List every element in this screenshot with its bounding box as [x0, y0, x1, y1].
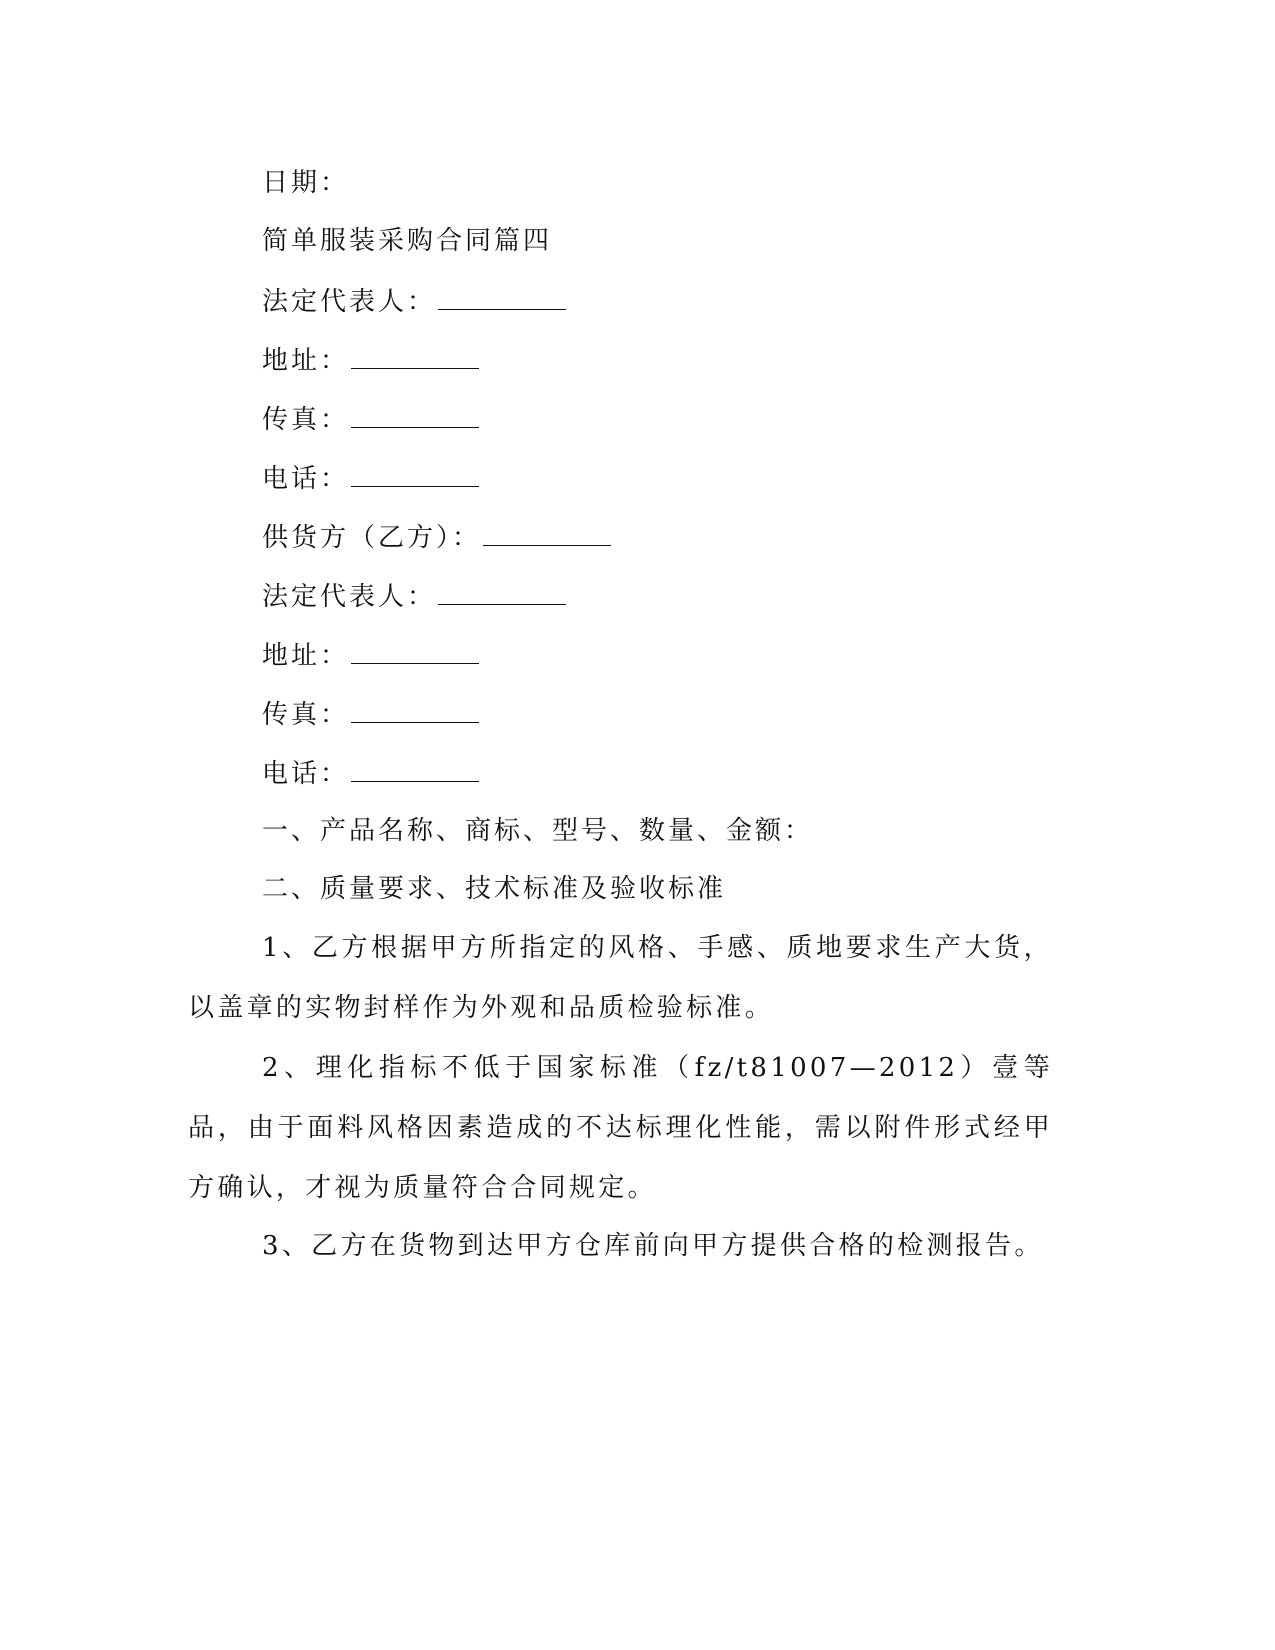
supplier-title-label: 供货方（乙方）：	[262, 523, 482, 553]
date-label: 日期：	[262, 168, 350, 198]
clause2-item-1: 1、乙方根据甲方所指定的风格、手感、质地要求生产大货，以盖章的实物封样作为外观和品质检验标准。	[188, 933, 1053, 1023]
buyer-address-row	[262, 346, 479, 374]
supplier-rep-row	[262, 582, 566, 610]
buyer-address-label: 地址：	[262, 346, 350, 376]
supplier-title-row	[262, 523, 611, 551]
clause1-heading: 一、产品名称、商标、型号、数量、金额：	[262, 816, 814, 846]
buyer-fax-label: 传真：	[262, 405, 350, 435]
buyer-phone-label: 电话：	[262, 464, 350, 494]
clause2-heading: 二、质量要求、技术标准及验收标准	[262, 874, 727, 904]
supplier-fax-row	[262, 700, 479, 728]
supplier-phone-blank	[351, 759, 479, 782]
buyer-fax-row	[262, 405, 479, 433]
supplier-rep-blank	[438, 582, 566, 605]
supplier-fax-blank	[351, 700, 479, 723]
clause2-item-2: 2、理化指标不低于国家标准（fz/t81007—2012）壹等品，由于面料风格因素造成的不达标理化性能，需以附件形式经甲方确认，才视为质量符合合同规定。	[188, 1053, 1053, 1203]
buyer-phone-blank	[351, 464, 479, 487]
supplier-rep-label: 法定代表人：	[262, 582, 437, 612]
supplier-address-blank	[351, 641, 479, 664]
supplier-phone-label: 电话：	[262, 759, 350, 789]
supplier-phone-row	[262, 759, 479, 787]
supplier-address-label: 地址：	[262, 641, 350, 671]
section-title: 简单服装采购合同篇四	[262, 226, 553, 256]
buyer-rep-blank	[438, 287, 566, 310]
buyer-rep-row	[262, 287, 566, 315]
supplier-address-row	[262, 641, 479, 669]
supplier-title-blank	[483, 523, 611, 546]
buyer-rep-label: 法定代表人：	[262, 287, 437, 317]
buyer-phone-row	[262, 464, 479, 492]
buyer-address-blank	[351, 346, 479, 369]
clause2-item-3: 3、乙方在货物到达甲方仓库前向甲方提供合格的检测报告。	[262, 1231, 1044, 1261]
buyer-fax-blank	[351, 405, 479, 428]
supplier-fax-label: 传真：	[262, 700, 350, 730]
